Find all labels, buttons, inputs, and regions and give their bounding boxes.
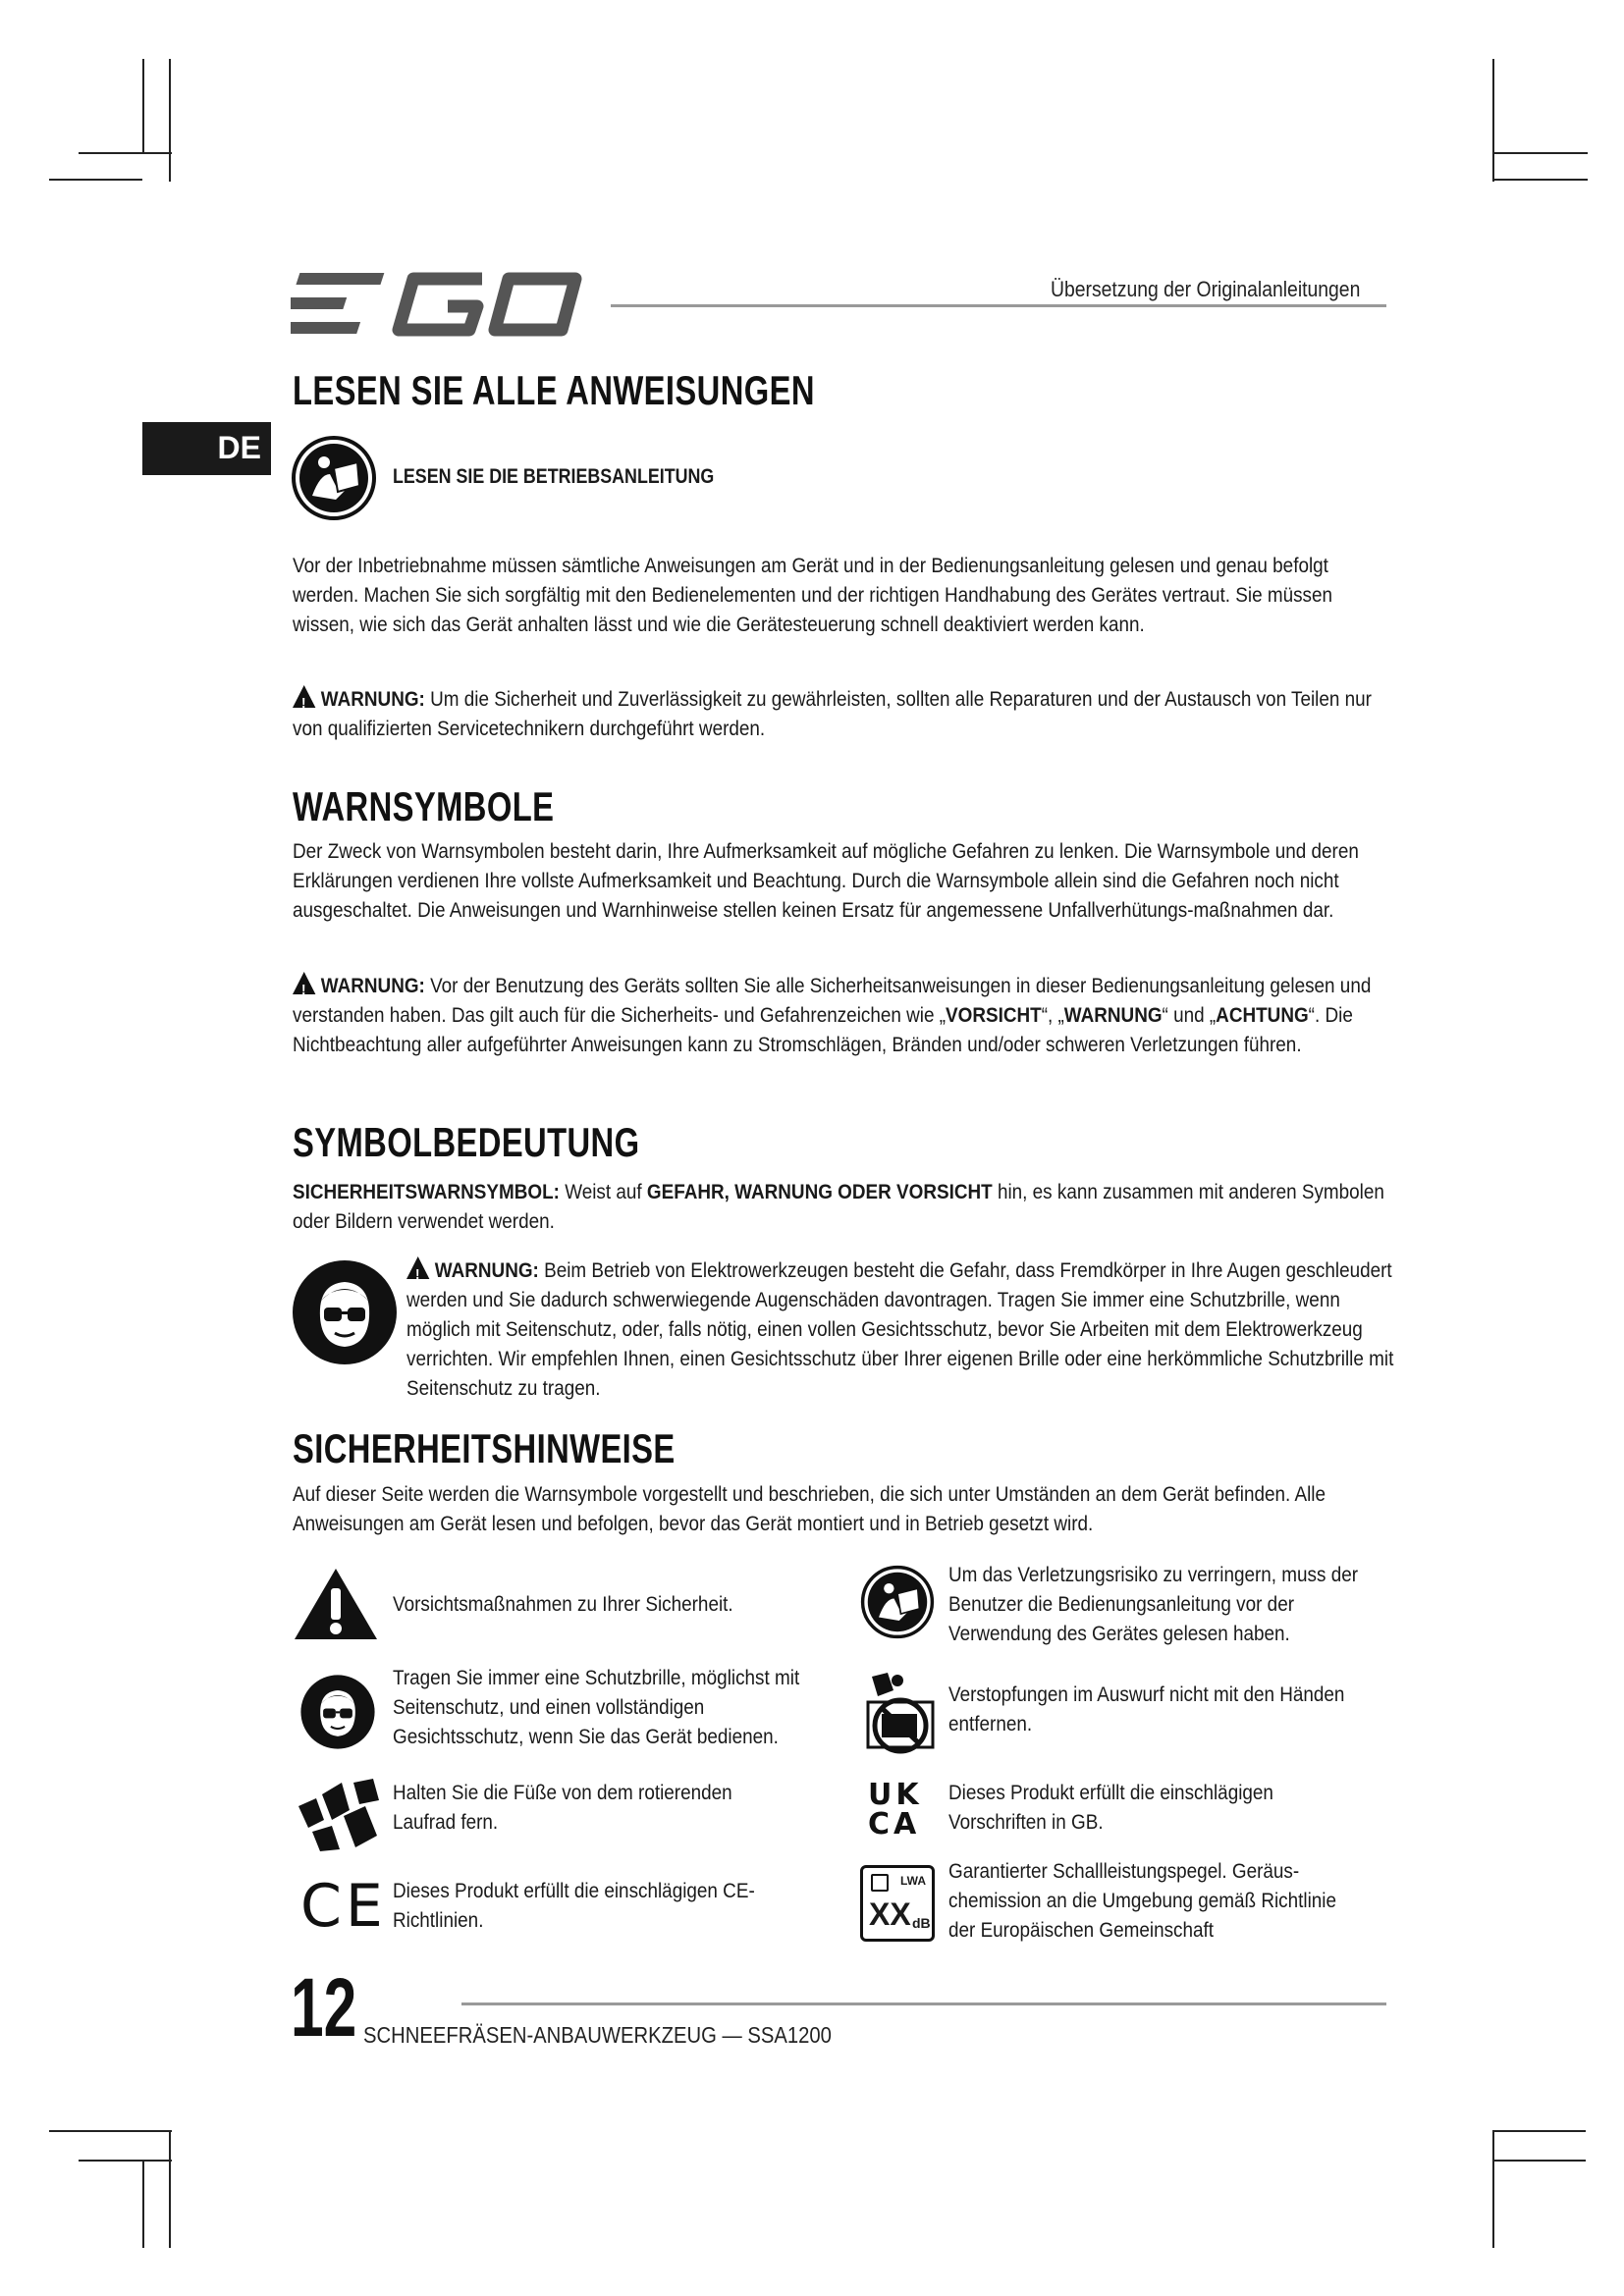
crop-mark [79, 152, 172, 154]
symbol-text: Halten Sie die Füße von dem rotierenden Laufrad fern. [393, 1782, 732, 1834]
symbol-text: Vorsichtsmaßnahmen zu Ihrer Sicherheit. [393, 1593, 733, 1616]
safety-glasses-icon [299, 1674, 376, 1750]
separator: “, „ [1041, 1004, 1064, 1027]
logo-text: EGO [291, 271, 294, 272]
crop-mark [1492, 59, 1494, 182]
no-hands-discharge-icon [858, 1669, 943, 1757]
section2-paragraph: Der Zweck von Warnsymbolen besteht darin, Ihre Aufmerksamkeit auf mögliche Gefahren zu lenken. Die Warnsymbole und deren Erklärungen verdienen Ihre vollste Aufmerksamkeit und Beachtung. Durch die Warnsymbole allein sind die Gefahren noch nicht ausgeschaltet. Die Anweisungen und Warnhinweise stellen keinen Ersatz für angemessene Unfallverhütungs-maßnahmen dar. [293, 840, 1359, 922]
section-title-symbolbedeutung: SYMBOLBEDEUTUNG [293, 1119, 640, 1165]
section1-paragraph: Vor der Inbetriebnahme müssen sämtliche Anweisungen am Gerät und in der Bedienungsanleitung gelesen und genau befolgt werden. Machen Sie sich sorgfältig mit den Bedienelementen und der richtigen Handhabung des Gerätes vertraut. Sie müssen wissen, wie sich das Gerät anhalten lässt und wie die Gerätesteuerung schnell deaktiviert werden kann. [293, 555, 1333, 636]
crop-mark [49, 179, 142, 181]
footer-rule [461, 2002, 1386, 2005]
sws-text: Weist auf [559, 1181, 647, 1203]
section-title-read-all: LESEN SIE ALLE ANWEISUNGEN [293, 367, 815, 413]
crop-mark [169, 2130, 171, 2248]
warning-label: WARNUNG: [320, 975, 425, 997]
rotating-impeller-feet-icon [295, 1777, 383, 1853]
sound-power-icon [860, 1865, 935, 1942]
sws-bold: GEFAHR, WARNUNG ODER VORSICHT [646, 1181, 993, 1203]
warnung-label: WARNUNG [1063, 1004, 1163, 1027]
achtung-label: ACHTUNG [1216, 1004, 1309, 1027]
warning-triangle-icon [406, 1256, 429, 1279]
symbol-text: Tragen Sie immer eine Schutzbrille, möglichst mit Seitenschutz, und einen vollständigen Gesichtsschutz, wenn Sie das Gerät bedienen. [393, 1667, 800, 1748]
warning-text: Um die Sicherheit und Zuverlässigkeit zu gewährleisten, sollten alle Reparaturen und der Austausch von Teilen nur von qualifizierten Servicetechnikern durchgeführt werden. [293, 688, 1372, 740]
warning-text: Beim Betrieb von Elektrowerkzeugen besteht die Gefahr, dass Fremdkörper in Ihre Augen geschleudert werden und Sie dadurch schwerwiegende Augenschäden davontragen. Tragen Sie immer eine Schutzbrille, wenn möglich mit Seitenschutz, oder, falls nötig, einen vollen Gesichtsschutz, bevor Sie Arbeiten mit dem Elektrowerkzeug verrichten. Wir empfehlen Ihnen, einen Gesichtsschutz über Ihrer eigenen Brille oder eine herkömmliche Schutzbrille mit Seitenschutz zu tragen. [406, 1259, 1394, 1400]
crop-mark [1494, 179, 1588, 181]
read-manual-icon [860, 1565, 935, 1639]
speaker-icon [871, 1874, 889, 1892]
section1-warning [293, 685, 1388, 744]
crop-mark [1492, 2130, 1494, 2248]
crop-mark [1492, 2160, 1586, 2162]
ego-logo [291, 271, 585, 338]
crop-mark [1494, 152, 1588, 154]
crop-mark [169, 59, 171, 182]
page-number: 12 [291, 1961, 357, 2054]
ca-glyph: CA [868, 1807, 921, 1842]
sound-unit: dB [912, 1915, 931, 1931]
warning-triangle-icon [293, 1567, 379, 1641]
crop-mark [79, 2160, 172, 2162]
footer-product: SCHNEEFRÄSEN-ANBAUWERKZEUG — SSA1200 [363, 2022, 832, 2048]
header-rule [611, 304, 1386, 307]
header-subtitle: Übersetzung der Originalanleitungen [1051, 277, 1361, 301]
section-title-warnsymbole: WARNSYMBOLE [293, 783, 555, 829]
eye-protection-warning [406, 1256, 1401, 1404]
symbol-text: Um das Verletzungsrisiko zu verringern, muss der Benutzer die Bedienungsanleitung vor der Verwendung des Gerätes gelesen haben. [948, 1564, 1359, 1645]
warning-triangle-icon [293, 685, 315, 708]
ukca-mark-icon [868, 1778, 927, 1843]
crop-mark [49, 2130, 172, 2132]
uk-glyph: UK [868, 1778, 923, 1812]
separator: “ und „ [1162, 1004, 1217, 1027]
crop-mark [1492, 2130, 1586, 2132]
ce-glyph: CE [300, 1872, 387, 1941]
section4-paragraph: Auf dieser Seite werden die Warnsymbole vorgestellt und beschrieben, die sich unter Umständen an dem Gerät befinden. Alle Anweisungen am Gerät lesen und befolgen, bevor das Gerät montiert und in Betrieb gesetzt wird. [293, 1483, 1326, 1535]
language-tab-label: DE [217, 430, 261, 465]
section-title-sicherheitshinweise: SICHERHEITSHINWEISE [293, 1425, 676, 1471]
crop-mark [142, 2160, 144, 2248]
ce-mark-icon [300, 1872, 387, 1941]
symbol-text: Verstopfungen im Auswurf nicht mit den Händen entfernen. [948, 1683, 1345, 1735]
vorsicht-label: VORSICHT [946, 1004, 1042, 1027]
section2-warning [293, 972, 1388, 1060]
crop-mark [142, 59, 144, 152]
read-manual-label: LESEN SIE DIE BETRIEBSANLEITUNG [393, 465, 715, 488]
symbol-text: Dieses Produkt erfüllt die einschlägigen Vorschriften in GB. [948, 1782, 1273, 1834]
warning-triangle-icon [293, 972, 315, 994]
sws-label: SICHERHEITSWARNSYMBOL: [293, 1181, 560, 1203]
read-manual-icon [291, 435, 377, 521]
sound-level-value: XX [869, 1896, 911, 1932]
warning-text: “. Die Nichtbeachtung aller aufgeführter Anweisungen kann zu Stromschlägen, Bränden und/oder schweren Verletzungen führen. [293, 1004, 1353, 1056]
warning-text: Vor der Benutzung des Geräts sollten Sie alle Sicherheitsanweisungen in dieser Bedienungsanleitung gelesen und verstanden haben. Das gilt auch für die Sicherheits- und Gefahrenzeichen wie „ [293, 975, 1372, 1027]
symbol-text: Garantierter Schallleistungspegel. Geräus-chemission an die Umgebung gemäß Richtlinie der Europäischen Gemeinschaft [948, 1860, 1337, 1942]
warning-label: WARNUNG: [434, 1259, 539, 1282]
safety-glasses-icon [291, 1258, 399, 1366]
language-tab [142, 422, 271, 475]
sound-lwa: LWA [900, 1874, 926, 1888]
sws-text: hin, es kann zusammen mit anderen Symbolen oder Bildern verwendet werden. [293, 1181, 1384, 1233]
symbol-text: Dieses Produkt erfüllt die einschlägigen CE-Richtlinien. [393, 1880, 755, 1932]
warning-label: WARNUNG: [320, 688, 425, 711]
safety-alert-symbol-definition [293, 1178, 1388, 1237]
